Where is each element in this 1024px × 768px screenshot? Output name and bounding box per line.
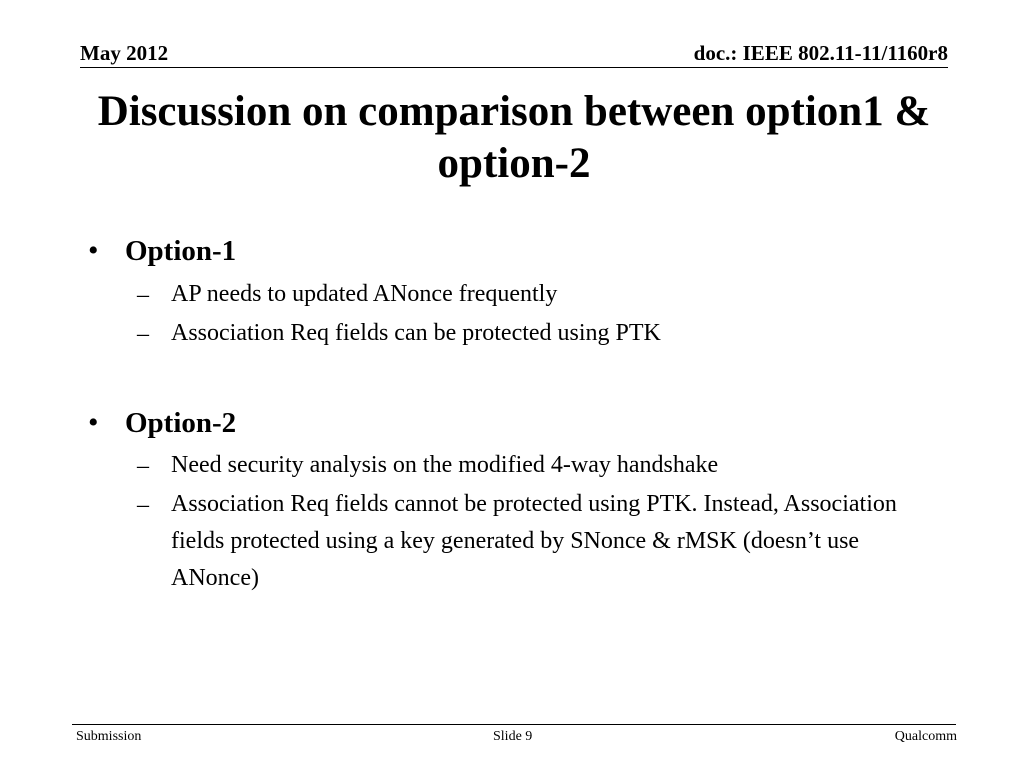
dash-icon: – [137, 321, 149, 347]
slide-title: Discussion on comparison between option1 & option-2 [97, 88, 931, 187]
bullet-icon: • [88, 406, 99, 439]
option-1-item-2: Association Req fields can be protected using PTK [171, 320, 661, 346]
footer-company: Qualcomm [894, 729, 957, 744]
header-divider [80, 67, 948, 68]
dash-icon: – [137, 282, 149, 308]
footer-slide-number: Slide 9 [493, 729, 533, 744]
option-2-item-1: Need security analysis on the modified 4-way handshake [171, 452, 719, 478]
bullet-icon: • [88, 234, 99, 267]
footer-submission: Submission [76, 729, 142, 744]
option-1-item-1: AP needs to updated ANonce frequently [171, 281, 558, 307]
footer-divider [72, 724, 956, 725]
option-2-heading: Option-2 [125, 407, 237, 439]
header-doc-id: doc.: IEEE 802.11-11/1160r8 [693, 41, 948, 65]
option-1-heading: Option-1 [125, 235, 237, 267]
dash-icon: – [137, 492, 149, 518]
header-date: May 2012 [80, 41, 169, 65]
option-2-item-2: Association Req fields cannot be protected using PTK. Instead, Association fields protected using a key generated by SNonce & rMSK (doesn’t use ANonce) [171, 491, 897, 591]
dash-icon: – [137, 453, 149, 479]
